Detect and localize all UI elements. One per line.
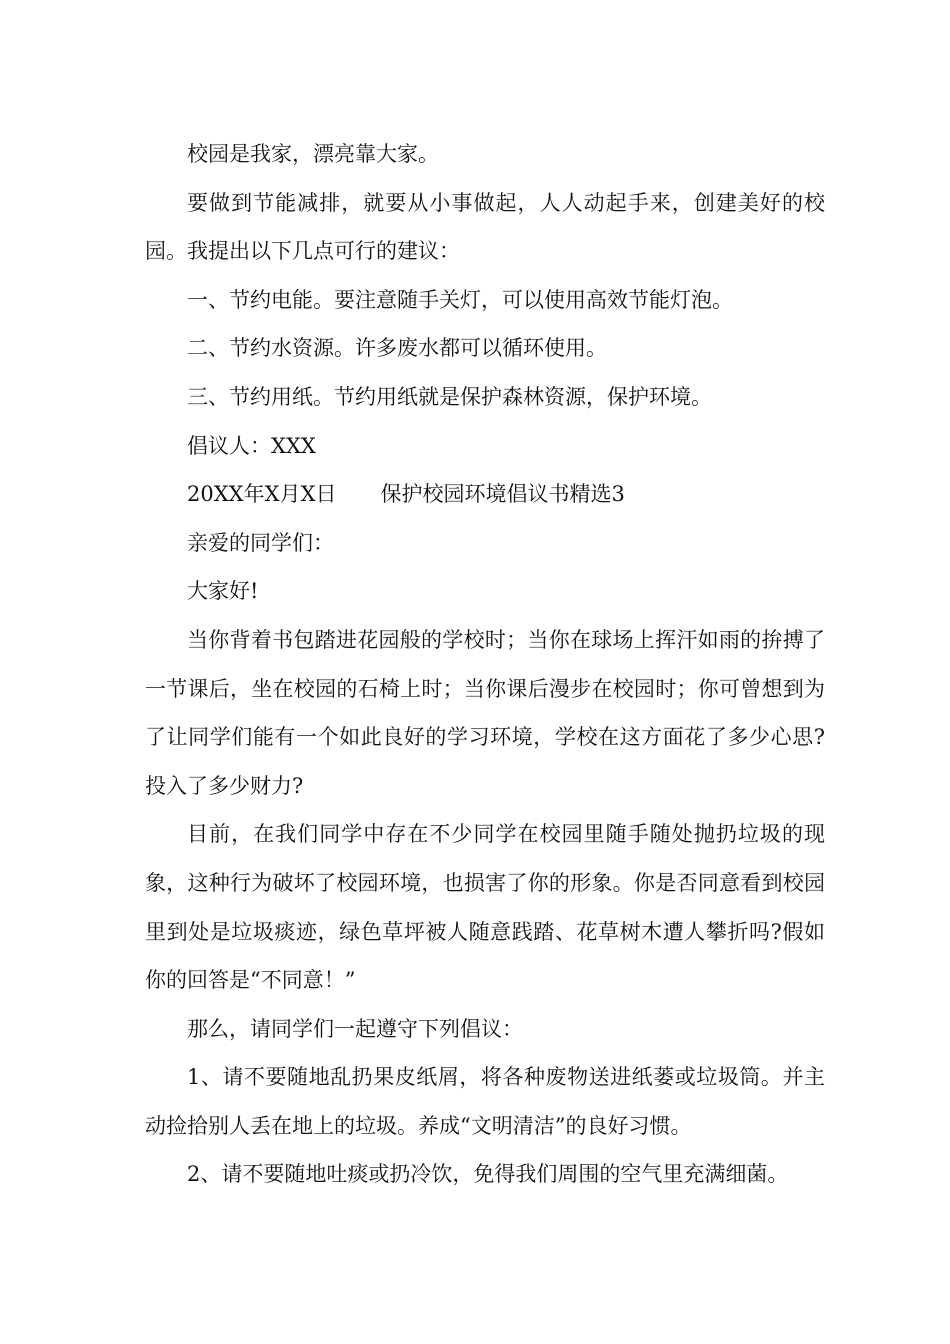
paragraph-item-2: 二、节约水资源。许多废水都可以循环使用。: [187, 336, 607, 361]
date-title-line: [145, 470, 825, 519]
paragraph-rule-1: 1、请不要随地乱扔果皮纸屑，将各种废物送进纸蒌或垃圾筒。并主动捡拾别人丢在地上的垃圾。养成“文明清洁”的良好习惯。: [145, 1065, 825, 1138]
date-text: 20XX年X月X日: [187, 482, 337, 507]
paragraph-litter: 目前，在我们同学中存在不少同学在校园里随手随处抛扔垃圾的现象，这种行为破坏了校园环境，也损害了你的形象。你是否同意看到校园里到处是垃圾痰迹，绿色草坪被人随意践踏、花草树木遭人攀折吗?假如你的回答是“不同意！”: [145, 822, 825, 993]
section-title: 保护校园环境倡议书精选3: [380, 482, 625, 507]
paragraph-call: 那么，请同学们一起遵守下列倡议：: [187, 1016, 523, 1041]
paragraph-signatory: 倡议人：XXX: [187, 433, 316, 458]
paragraph-proposal: 要做到节能减排，就要从小事做起，人人动起手来，创建美好的校园。我提出以下几点可行的建议：: [145, 190, 825, 264]
paragraph-intro: 校园是我家，漂亮靠大家。: [187, 142, 439, 166]
paragraph-rule-2: 2、请不要随地吐痰或扔冷饮，免得我们周围的空气里充满细菌。: [187, 1162, 789, 1187]
document-body: [145, 130, 825, 1199]
paragraph-hello: 大家好!: [187, 579, 259, 604]
paragraph-item-3: 三、节约用纸。节约用纸就是保护森林资源，保护环境。: [187, 384, 712, 409]
paragraph-campus: 当你背着书包踏进花园般的学校时；当你在球场上挥汗如雨的拚搏了一节课后，坐在校园的石椅上时；当你课后漫步在校园时；你可曾想到为了让同学们能有一个如此良好的学习环境，学校在这方面花了多少心思?投入了多少财力?: [145, 627, 825, 798]
paragraph-greeting: 亲爱的同学们：: [187, 530, 334, 555]
paragraph-item-1: 一、节约电能。要注意随手关灯，可以使用高效节能灯泡。: [187, 287, 733, 312]
